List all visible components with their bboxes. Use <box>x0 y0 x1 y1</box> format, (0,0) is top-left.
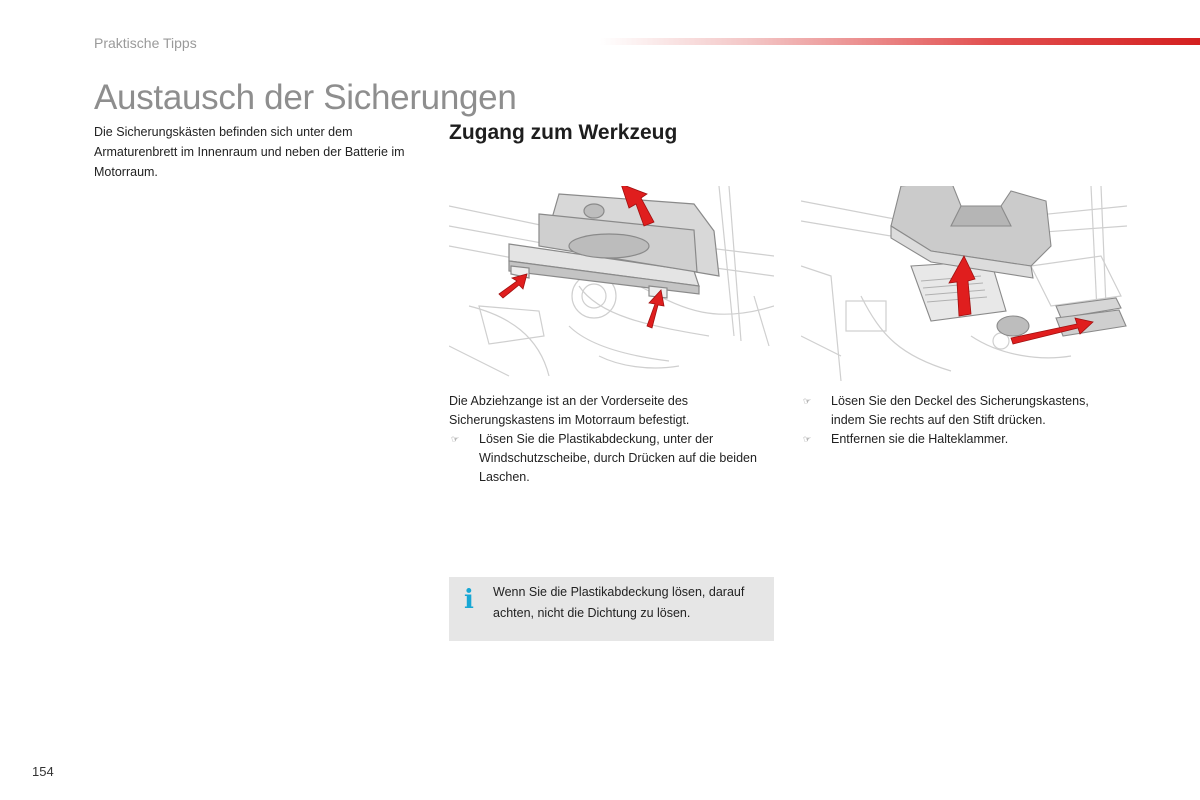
bullet-text: Lösen Sie den Deckel des Sicherungskastens, indem Sie rechts auf den Stift drücken. <box>831 394 1089 427</box>
tool-access-paragraph: Die Abziehzange ist an der Vorderseite des Sicherungskastens im Motorraum befestigt. <box>449 394 690 427</box>
page-number: 154 <box>32 764 54 779</box>
list-item <box>449 430 769 487</box>
bullet-text: Entfernen sie die Halteklammer. <box>831 432 1009 446</box>
list-item <box>801 392 1121 430</box>
pointing-hand-icon: ☞ <box>451 434 460 444</box>
info-note-box <box>449 577 774 641</box>
header-accent-bar <box>600 38 1200 45</box>
section-label: Praktische Tipps <box>94 35 197 51</box>
tool-access-text <box>449 392 769 487</box>
info-icon: i <box>464 585 474 615</box>
page-title: Austausch der Sicherungen <box>94 78 517 117</box>
bullet-text: Lösen Sie die Plastikabdeckung, unter der Windschutzscheibe, durch Drücken auf die beiden Laschen. <box>479 432 757 484</box>
fusebox-lid-illustration <box>801 186 1127 381</box>
pointing-hand-icon: ☞ <box>803 434 812 444</box>
intro-paragraph: Die Sicherungskästen befinden sich unter dem Armaturenbrett im Innenraum und neben der Batterie im Motorraum. <box>94 125 405 179</box>
section-subheading: Zugang zum Werkzeug <box>449 121 678 144</box>
info-note-text: Wenn Sie die Plastikabdeckung lösen, darauf achten, nicht die Dichtung zu lösen. <box>493 585 745 620</box>
list-item <box>801 430 1121 449</box>
fusebox-steps-text <box>801 392 1121 449</box>
cover-removal-illustration <box>449 186 774 381</box>
pointing-hand-icon: ☞ <box>803 396 812 406</box>
